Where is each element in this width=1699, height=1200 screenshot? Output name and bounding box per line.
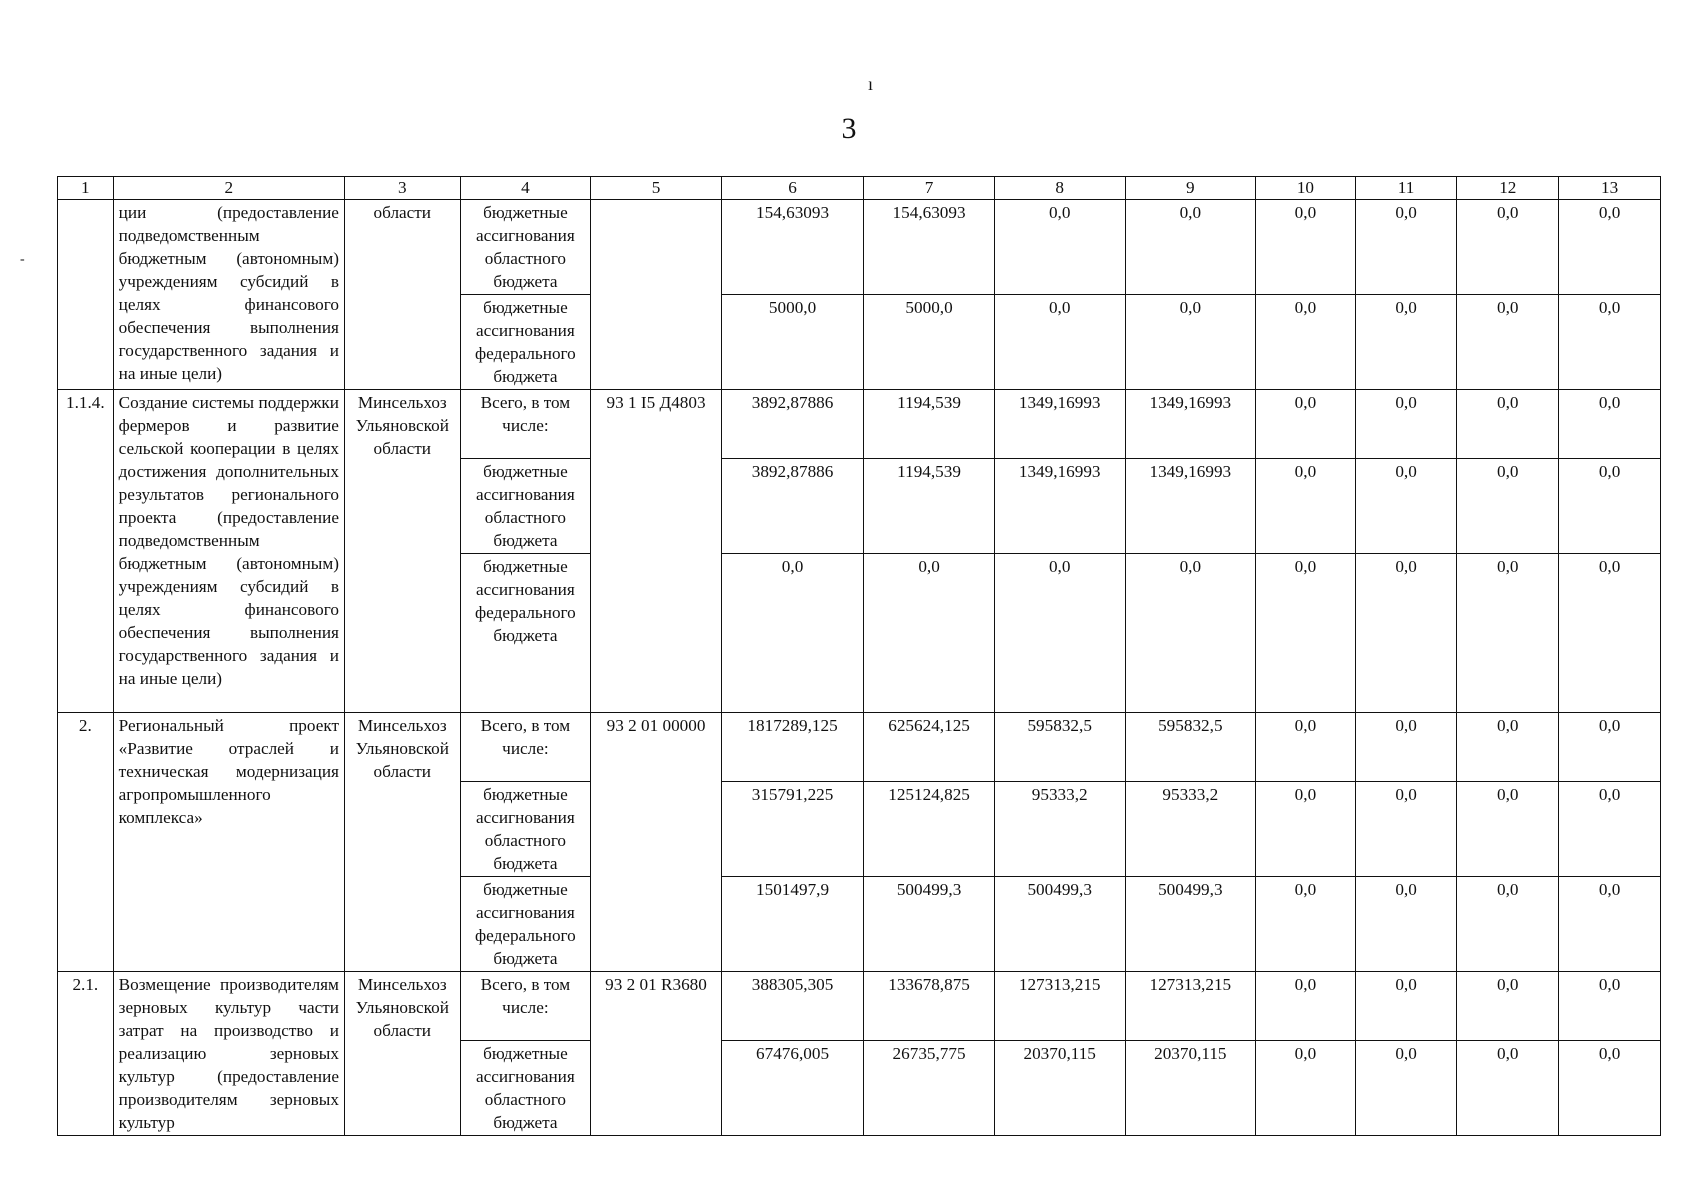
value-cell: 0,0 [1125, 200, 1256, 295]
table-row [58, 972, 1661, 1041]
value-cell: 3892,87886 [721, 390, 863, 459]
value-cell: 0,0 [1125, 295, 1256, 390]
value-cell: 127313,215 [1125, 972, 1256, 1041]
header-cell: 2 [113, 177, 344, 200]
row-number: 2.1. [58, 972, 114, 1136]
value-cell: 5000,0 [864, 295, 995, 390]
header-cell: 7 [864, 177, 995, 200]
table-row [58, 713, 1661, 782]
value-cell: 0,0 [1355, 972, 1457, 1041]
value-cell: 0,0 [1256, 554, 1356, 713]
value-cell: 0,0 [1355, 1041, 1457, 1136]
value-cell: 0,0 [1457, 295, 1559, 390]
value-cell: 0,0 [1125, 554, 1256, 713]
value-cell: 0,0 [994, 295, 1125, 390]
value-cell: 1194,539 [864, 390, 995, 459]
value-cell: 0,0 [1256, 877, 1356, 972]
value-cell: 20370,115 [994, 1041, 1125, 1136]
value-cell: 0,0 [1457, 877, 1559, 972]
value-cell: 0,0 [1355, 554, 1457, 713]
value-cell: 0,0 [1256, 782, 1356, 877]
value-cell: 0,0 [994, 554, 1125, 713]
value-cell: 500499,3 [1125, 877, 1256, 972]
value-cell: 388305,305 [721, 972, 863, 1041]
row-executor: Минсельхоз Ульяновской области [344, 972, 460, 1136]
value-cell: 0,0 [1256, 295, 1356, 390]
value-cell: 625624,125 [864, 713, 995, 782]
header-cell: 3 [344, 177, 460, 200]
value-cell: 0,0 [1355, 200, 1457, 295]
value-cell: 3892,87886 [721, 459, 863, 554]
value-cell: 0,0 [1559, 295, 1661, 390]
value-cell: 26735,775 [864, 1041, 995, 1136]
budget-code: 93 1 I5 Д4803 [591, 390, 722, 713]
value-cell: 20370,115 [1125, 1041, 1256, 1136]
row-executor: Минсельхоз Ульяновской области [344, 713, 460, 972]
value-cell: 595832,5 [1125, 713, 1256, 782]
value-cell: 95333,2 [1125, 782, 1256, 877]
value-cell: 0,0 [1457, 554, 1559, 713]
value-cell: 0,0 [1559, 972, 1661, 1041]
value-cell: 0,0 [1457, 713, 1559, 782]
value-cell: 0,0 [1355, 390, 1457, 459]
budget-code: 93 2 01 00000 [591, 713, 722, 972]
value-cell: 0,0 [1559, 390, 1661, 459]
funding-type: Всего, в том числе: [460, 390, 591, 459]
header-cell: 6 [721, 177, 863, 200]
funding-type: бюджетные ассигнования областного бюджета [460, 200, 591, 295]
value-cell: 1194,539 [864, 459, 995, 554]
value-cell: 67476,005 [721, 1041, 863, 1136]
page-number: 3 [841, 112, 858, 145]
header-cell: 11 [1355, 177, 1457, 200]
value-cell: 1349,16993 [994, 459, 1125, 554]
value-cell: 0,0 [1559, 713, 1661, 782]
row-number: 1.1.4. [58, 390, 114, 713]
value-cell: 1349,16993 [1125, 390, 1256, 459]
value-cell: 0,0 [1559, 200, 1661, 295]
value-cell: 0,0 [1559, 877, 1661, 972]
value-cell: 1501497,9 [721, 877, 863, 972]
row-number: 2. [58, 713, 114, 972]
budget-code: 93 2 01 R3680 [591, 972, 722, 1136]
value-cell: 0,0 [1355, 877, 1457, 972]
value-cell: 0,0 [1256, 972, 1356, 1041]
row-number [58, 200, 114, 390]
value-cell: 0,0 [1355, 459, 1457, 554]
header-cell: 5 [591, 177, 722, 200]
funding-type: Всего, в том числе: [460, 972, 591, 1041]
funding-type: бюджетные ассигнования областного бюджета [460, 1041, 591, 1136]
value-cell: 133678,875 [864, 972, 995, 1041]
row-name: Возмещение производителям зерновых культур части затрат на производство и реализацию зерновых культур (предоставление производителям зерновых культур [113, 972, 344, 1136]
value-cell: 95333,2 [994, 782, 1125, 877]
header-cell: 10 [1256, 177, 1356, 200]
budget-code [591, 200, 722, 390]
funding-type: бюджетные ассигнования федерального бюджета [460, 295, 591, 390]
value-cell: 0,0 [1559, 782, 1661, 877]
value-cell: 0,0 [1457, 459, 1559, 554]
value-cell: 0,0 [1457, 972, 1559, 1041]
value-cell: 1349,16993 [994, 390, 1125, 459]
value-cell: 5000,0 [721, 295, 863, 390]
header-cell: 12 [1457, 177, 1559, 200]
header-cell: 8 [994, 177, 1125, 200]
table-row [58, 200, 1661, 295]
funding-type: бюджетные ассигнования федерального бюджета [460, 554, 591, 713]
row-name: Создание системы поддержки фермеров и развитие сельской кооперации в целях достижения дополнительных результатов регионального проекта (предоставление подведомственным бюджетным (автономным) учреждениям субсидий в целях финансового обеспечения выполнения государственного задания и на иные цели) [113, 390, 344, 713]
row-executor: Минсельхоз Ульяновской области [344, 390, 460, 713]
value-cell: 1817289,125 [721, 713, 863, 782]
row-name: ции (предоставление подведомственным бюджетным (автономным) учреждениям субсидий в целях финансового обеспечения выполнения государственного задания и на иные цели) [113, 200, 344, 390]
value-cell: 315791,225 [721, 782, 863, 877]
value-cell: 0,0 [1457, 782, 1559, 877]
value-cell: 1349,16993 [1125, 459, 1256, 554]
value-cell: 0,0 [721, 554, 863, 713]
value-cell: 0,0 [1559, 459, 1661, 554]
header-cell: 1 [58, 177, 114, 200]
value-cell: 0,0 [1256, 200, 1356, 295]
row-executor: области [344, 200, 460, 390]
header-cell: 13 [1559, 177, 1661, 200]
value-cell: 0,0 [1355, 713, 1457, 782]
value-cell: 0,0 [994, 200, 1125, 295]
value-cell: 127313,215 [994, 972, 1125, 1041]
value-cell: 595832,5 [994, 713, 1125, 782]
value-cell: 0,0 [864, 554, 995, 713]
value-cell: 0,0 [1457, 390, 1559, 459]
funding-type: бюджетные ассигнования областного бюджета [460, 782, 591, 877]
value-cell: 0,0 [1559, 1041, 1661, 1136]
header-cell: 9 [1125, 177, 1256, 200]
value-cell: 0,0 [1256, 1041, 1356, 1136]
funding-type: бюджетные ассигнования областного бюджета [460, 459, 591, 554]
value-cell: 154,63093 [864, 200, 995, 295]
value-cell: 0,0 [1457, 1041, 1559, 1136]
budget-table [57, 176, 1661, 1136]
value-cell: 0,0 [1256, 390, 1356, 459]
value-cell: 0,0 [1355, 782, 1457, 877]
table-row [58, 390, 1661, 459]
value-cell: 0,0 [1256, 459, 1356, 554]
header-cell: 4 [460, 177, 591, 200]
value-cell: 500499,3 [994, 877, 1125, 972]
value-cell: 0,0 [1355, 295, 1457, 390]
funding-type: Всего, в том числе: [460, 713, 591, 782]
value-cell: 0,0 [1256, 713, 1356, 782]
funding-type: бюджетные ассигнования федерального бюджета [460, 877, 591, 972]
stray-mark: - [20, 252, 25, 267]
value-cell: 125124,825 [864, 782, 995, 877]
value-cell: 0,0 [1457, 200, 1559, 295]
header-row [58, 177, 1661, 200]
value-cell: 154,63093 [721, 200, 863, 295]
value-cell: 0,0 [1559, 554, 1661, 713]
value-cell: 500499,3 [864, 877, 995, 972]
page-mark: ı [868, 74, 874, 94]
row-name: Региональный проект «Развитие отраслей и техническая модернизация агропромышленного комплекса» [113, 713, 344, 972]
